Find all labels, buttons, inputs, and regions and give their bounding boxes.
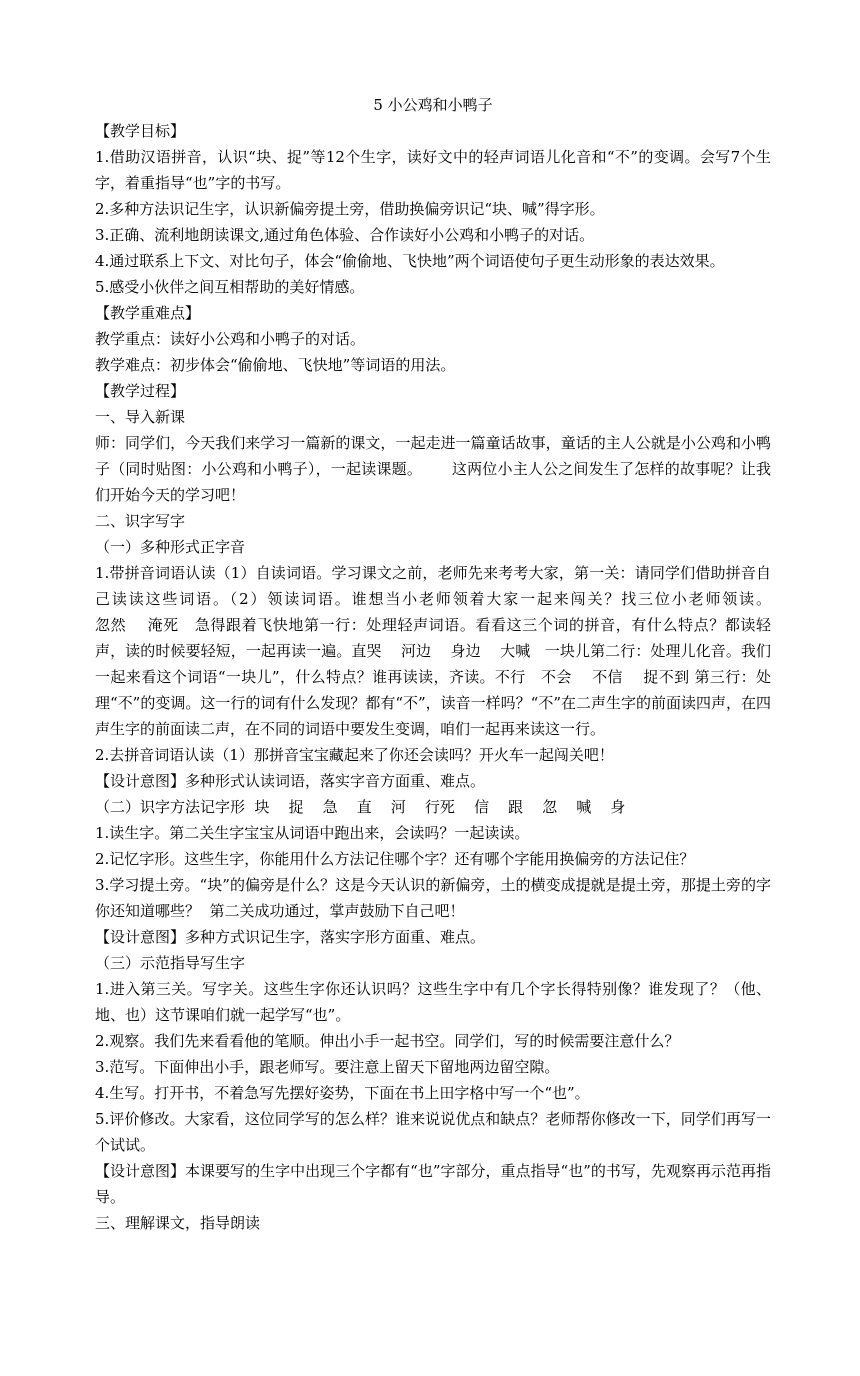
paragraph: 一、导入新课 [95,408,186,426]
paragraph: 教学重点：读好小公鸡和小鸭子的对话。 [95,330,366,348]
paragraph: 【设计意图】多种方式识记生字，落实字形方面重、难点。 [95,928,486,946]
paragraph: 师：同学们，今天我们来学习一篇新的课文，一起走进一篇童话故事，童话的主人公就是小公鸡和小鸭子（同时贴图：小公鸡和小鸭子），一起读课题。 这两位小主人公之间发生了怎样的故事呢？让我们开始今天的学习吧！ [95,434,771,504]
paragraph: 二、识字写字 [95,512,186,530]
paragraph: 4.通过联系上下文、对比句子，体会“偷偷地、飞快地”两个词语使句子更生动形象的表达效果。 [95,252,725,270]
paragraph: 教学难点：初步体会“偷偷地、飞快地”等词语的用法。 [95,356,456,374]
paragraph: （一）多种形式正字音 [95,538,246,556]
paragraph: 2.记忆字形。这些生字，你能用什么方法记住哪个字？还有哪个字能用换偏旁的方法记住？ [95,850,695,868]
paragraph: 1.带拼音词语认读（1）自读词语。学习课文之前，老师先来考考大家，第一关：请同学们借助拼音自己读读这些词语。（2）领读词语。谁想当小老师领着大家一起来闯关？找三位小老师领读。 忽然 淹死 急得跟着飞快地第一行：处理轻声词语。看看这三个词的拼音，有什么特点？都读轻声，读的时候要轻短，一起再读一遍。直哭 河边 身边 大喊 一块儿第二行：处理儿化音。我们一起来看这个词语“一块儿”，什么特点？谁再读读，齐读。不行 不会 不信 捉不到 第三行：处理“不”的变调。这一行的词有什么发现？都有“不”，读音一样吗？“不”在二声生字的前面读四声，在四声生字的前面读二声，在不同的词语中要发生变调，咱们一起再来读这一行。 [95,564,857,738]
paragraph: （三）示范指导写生字 [95,954,246,972]
paragraph: 1.读生字。第二关生字宝宝从词语中跑出来，会读吗？一起读读。 [95,824,530,842]
paragraph: 1.借助汉语拼音，认识“块、捉”等12个生字，读好文中的轻声词语儿化音和“不”的变调。会写7个生字，着重指导“也”字的书写。 [95,148,771,192]
document-page [95,92,857,1236]
paragraph: 3.正确、流利地朗读课文,通过角色体验、合作读好小公鸡和小鸭子的对话。 [95,226,595,244]
paragraph: 3.学习提土旁。“块”的偏旁是什么？这是今天认识的新偏旁，土的横变成提就是提土旁，那提土旁的字你还知道哪些？ 第二关成功通过，掌声鼓励下自己吧！ [95,876,771,920]
paragraph: 【教学重难点】 [95,304,201,322]
paragraph: 【设计意图】多种形式认读词语，落实字音方面重、难点。 [95,772,486,790]
paragraph: 2.观察。我们先来看看他的笔顺。伸出小手一起书空。同学们，写的时候需要注意什么？ [95,1032,680,1050]
paragraph: 【设计意图】本课要写的生字中出现三个字都有“也”字部分，重点指导“也”的书写，先观察再示范再指导。 [95,1162,771,1206]
lesson-title: 5 小公鸡和小鸭子 [373,96,493,114]
document-body [95,118,857,1236]
paragraph: 5.感受小伙伴之间互相帮助的美好情感。 [95,278,365,296]
paragraph: 2.多种方法识记生字，认识新偏旁提土旁，借助换偏旁识记“块、喊”得字形。 [95,200,605,218]
paragraph: 5.评价修改。大家看，这位同学写的怎么样？谁来说说优点和缺点？老师帮你修改一下，同学们再写一个试试。 [95,1110,771,1154]
paragraph: 3.范写。下面伸出小手，跟老师写。要注意上留天下留地两边留空隙。 [95,1058,560,1076]
paragraph: 【教学过程】 [95,382,186,400]
paragraph: （二）识字方法记字形 块 捉 急 直 河 行死 信 跟 忽 喊 身 [95,798,626,816]
paragraph: 2.去拼音词语认读（1）那拼音宝宝藏起来了你还会读吗？开火车一起闯关吧！ [95,746,614,764]
paragraph: 【教学目标】 [95,122,186,140]
paragraph: 三、理解课文，指导朗读 [95,1214,261,1232]
paragraph: 1.进入第三关。写字关。这些生字你还认识吗？这些生字中有几个字长得特别像？谁发现了？（他、地、也）这节课咱们就一起学写“也”。 [95,980,771,1024]
paragraph: 4.生写。打开书，不着急写先摆好姿势，下面在书上田字格中写一个“也”。 [95,1084,590,1102]
